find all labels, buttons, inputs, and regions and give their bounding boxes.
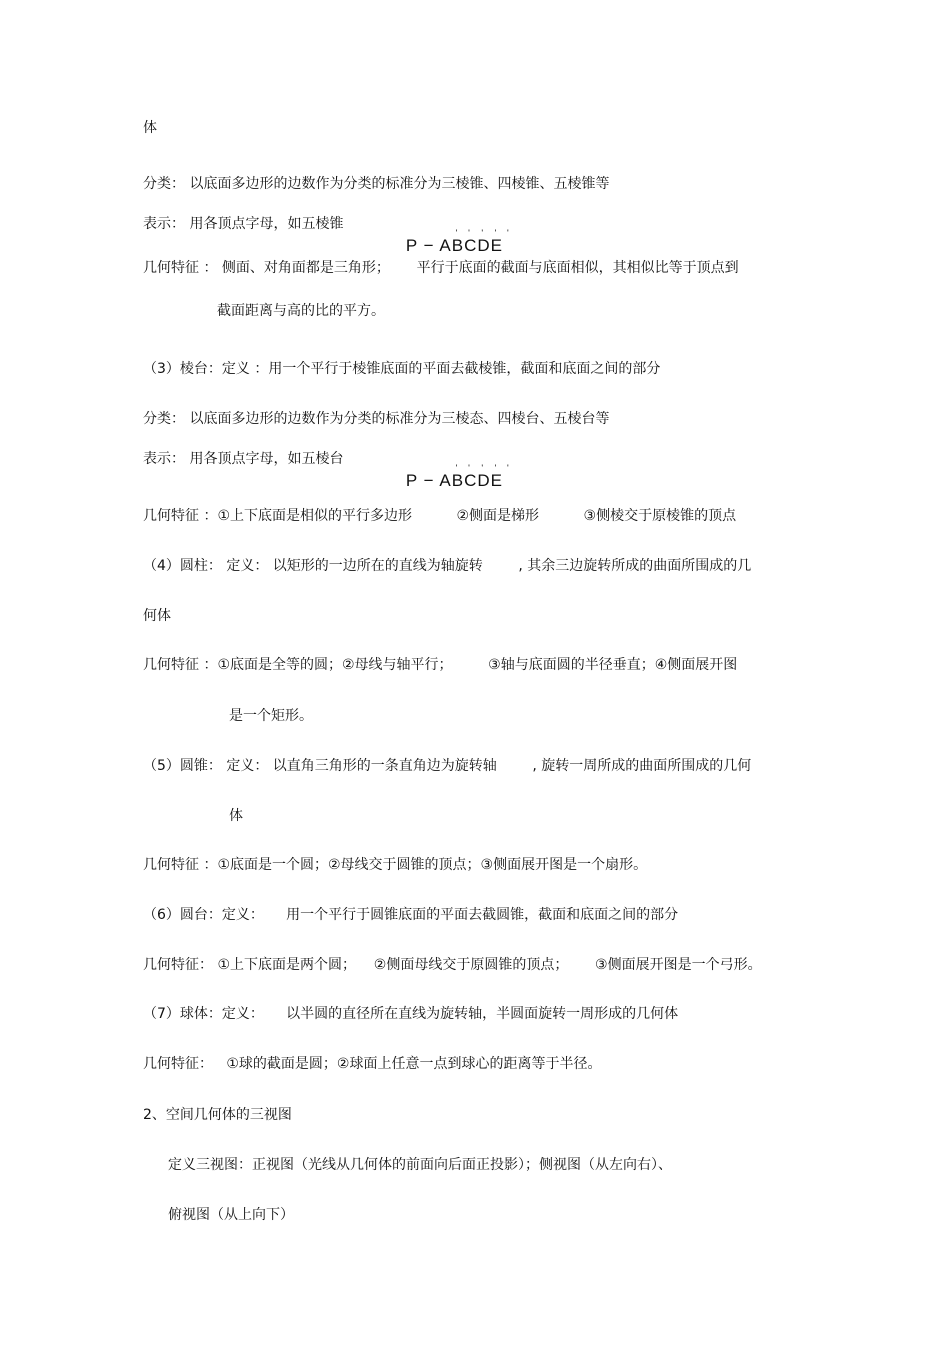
formula-frustum xyxy=(383,451,510,511)
formula-tick: ' xyxy=(494,228,498,238)
text-line: 表示： 用各顶点字母，如五棱台 xyxy=(143,451,344,467)
formula-tick: ' xyxy=(481,463,485,473)
text-line: 几何特征： ①上下底面是两个圆； ②侧面母线交于原圆锥的顶点； ③侧面展开图是一个弓形。 xyxy=(143,957,762,973)
formula-tick: ' xyxy=(506,463,510,473)
formula-letter: B xyxy=(451,236,465,255)
formula-letter: D xyxy=(477,236,491,255)
text-line: 定义三视图：正视图（光线从几何体的前面向后面正投影）；侧视图（从左向右）、 xyxy=(168,1157,672,1173)
text-line: 几何特征： ①球的截面是圆；②球面上任意一点到球心的距离等于半径。 xyxy=(143,1056,602,1072)
formula-tick: ' xyxy=(468,463,471,473)
section-heading: （7）球体：定义： 以半圆的直径所在直线为旋转轴，半圆面旋转一周形成的几何体 xyxy=(143,1006,679,1022)
section-heading: （6）圆台：定义： 用一个平行于圆锥底面的平面去截圆锥，截面和底面之间的部分 xyxy=(143,907,679,923)
formula-tick: ' xyxy=(455,228,459,238)
formula-tick: ' xyxy=(481,228,485,238)
text-line: 体 xyxy=(229,808,243,824)
formula-tick: ' xyxy=(468,228,471,238)
text-line: 俯视图（从上向下） xyxy=(168,1207,294,1223)
formula-letter: B xyxy=(451,471,465,490)
formula-letter: E xyxy=(490,236,503,255)
text-line: 几何特征 ：①上下底面是相似的平行多边形 ②侧面是梯形 ③侧棱交于原棱锥的顶点 xyxy=(143,508,737,524)
section-heading: 2、空间几何体的三视图 xyxy=(143,1107,292,1123)
section-heading: （4）圆柱： 定义： 以矩形的一边所在的直线为轴旋转 , 其余三边旋转所成的曲面所围成的几 xyxy=(143,558,752,574)
text-line: 表示： 用各顶点字母，如五棱锥 xyxy=(143,216,344,232)
formula-letter: C xyxy=(464,236,478,255)
text-line: 几何特征 ：①底面是全等的圆；②母线与轴平行； ③轴与底面圆的半径垂直；④侧面展开图 xyxy=(143,657,738,673)
formula-tick: ' xyxy=(506,228,510,238)
formula-tick: ' xyxy=(494,463,498,473)
text-line: 几何特征 ：①底面是一个圆；②母线交于圆锥的顶点；③侧面展开图是一个扇形。 xyxy=(143,857,648,873)
formula-prefix: P − A xyxy=(405,471,452,490)
text-line: 何体 xyxy=(143,608,171,624)
formula-letter: E xyxy=(490,471,503,490)
text-line: 分类： 以底面多边形的边数作为分类的标准分为三棱态、四棱台、五棱台等 xyxy=(143,411,610,427)
text-line: 分类： 以底面多边形的边数作为分类的标准分为三棱锥、四棱锥、五棱锥等 xyxy=(143,176,610,192)
formula-tick: ' xyxy=(455,463,459,473)
text-line: 是一个矩形。 xyxy=(229,708,313,724)
text-line: 体 xyxy=(143,120,157,136)
formula-letter: D xyxy=(477,471,491,490)
text-line: 几何特征 ： 侧面、对角面都是三角形； 平行于底面的截面与底面相似，其相似比等于顶点到 xyxy=(143,260,739,276)
section-heading: （3）棱台：定义 ：用一个平行于棱锥底面的平面去截棱锥，截面和底面之间的部分 xyxy=(143,361,661,377)
formula-prefix: P − A xyxy=(405,236,452,255)
formula-letter: C xyxy=(464,471,478,490)
text-line: 截面距离与高的比的平方。 xyxy=(217,303,385,319)
section-heading: （5）圆锥： 定义： 以直角三角形的一条直角边为旋转轴 , 旋转一周所成的曲面所围成的几何 xyxy=(143,758,752,774)
